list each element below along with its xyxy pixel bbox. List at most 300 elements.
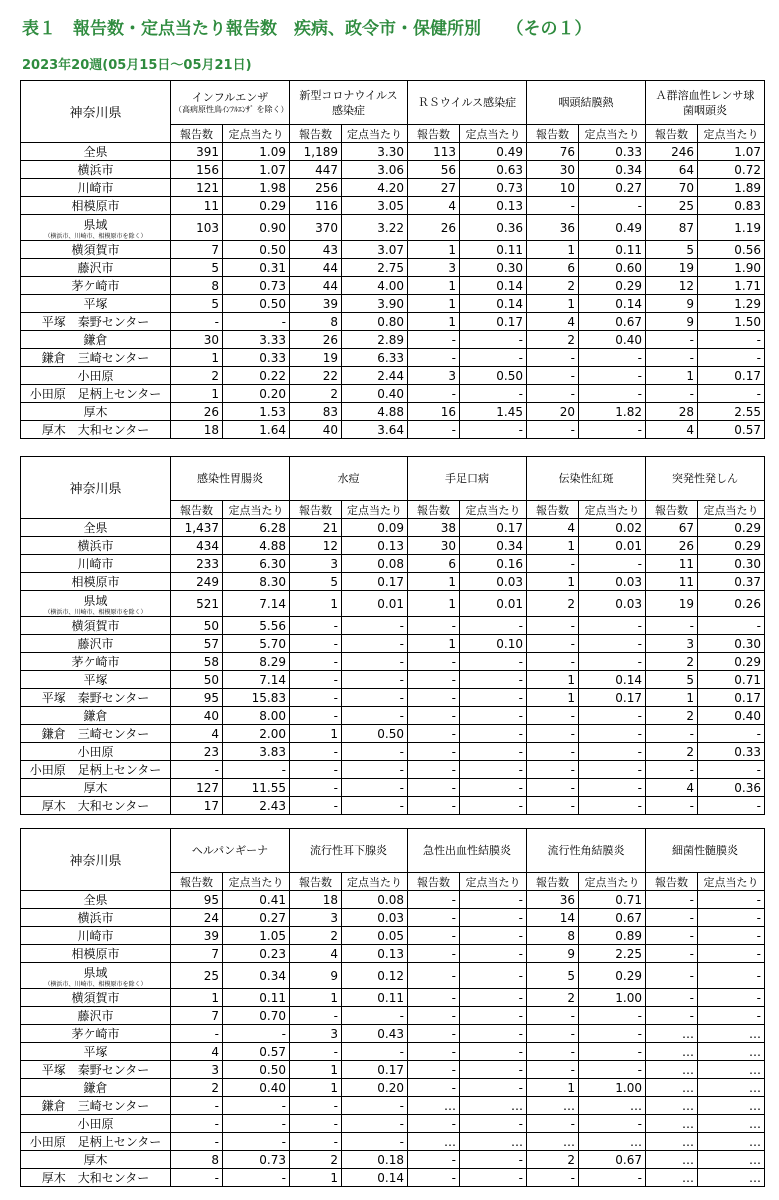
disease-name: ヘルパンギーナ (191, 844, 269, 857)
count-cell: - (408, 707, 460, 725)
count-cell: 8 (290, 313, 342, 331)
per-point-cell: 5.56 (223, 617, 290, 635)
region-name (21, 215, 171, 241)
count-cell: 70 (646, 179, 698, 197)
count-cell: - (408, 743, 460, 761)
per-point-cell: 4.00 (342, 277, 408, 295)
per-point-cell: 0.73 (460, 179, 527, 197)
count-cell: 1 (408, 241, 460, 259)
count-cell: 2 (527, 277, 579, 295)
count-cell: - (527, 421, 579, 439)
region-label: 鎌倉 (83, 709, 108, 723)
count-cell: - (527, 761, 579, 779)
count-cell: 1 (408, 313, 460, 331)
per-point-cell: - (698, 725, 765, 743)
per-point-cell: 0.72 (698, 161, 765, 179)
per-point-cell: 3.90 (342, 295, 408, 313)
region-name (21, 671, 171, 689)
col-header-per-point: 定点当たり (579, 873, 646, 891)
disease-header (527, 457, 646, 501)
table-row (21, 1133, 765, 1151)
per-point-cell: 0.08 (342, 891, 408, 909)
per-point-cell: - (698, 349, 765, 367)
count-cell: 76 (527, 143, 579, 161)
count-cell: 64 (646, 161, 698, 179)
region-name (21, 779, 171, 797)
table-row (21, 963, 765, 989)
table-row (21, 761, 765, 779)
region-label: 全県 (83, 893, 108, 907)
per-point-cell: 0.17 (698, 689, 765, 707)
count-cell: 16 (408, 403, 460, 421)
count-cell: - (527, 1025, 579, 1043)
count-cell: - (646, 349, 698, 367)
count-cell: - (646, 331, 698, 349)
per-point-cell: 0.43 (342, 1025, 408, 1043)
count-cell: 8 (171, 1151, 223, 1169)
per-point-cell: - (698, 1007, 765, 1025)
count-cell: 1,437 (171, 519, 223, 537)
table-row (21, 689, 765, 707)
per-point-cell: 0.31 (223, 259, 290, 277)
per-point-cell: - (342, 707, 408, 725)
table-row (21, 671, 765, 689)
per-point-cell: … (460, 1133, 527, 1151)
count-cell: 2 (527, 591, 579, 617)
region-label: 小田原 (77, 745, 114, 759)
table-row (21, 555, 765, 573)
per-point-cell: 0.29 (698, 537, 765, 555)
per-point-cell: 0.27 (579, 179, 646, 197)
per-point-cell: 0.08 (342, 555, 408, 573)
region-note: （横浜市、川崎市、相模原市を除く） (44, 232, 147, 240)
region-label: 小田原 足柄上センター (29, 387, 162, 401)
prefecture-header: 神奈川県 (21, 81, 171, 143)
count-cell: 121 (171, 179, 223, 197)
count-cell: 2 (527, 989, 579, 1007)
count-cell: 1 (171, 385, 223, 403)
region-name (21, 143, 171, 161)
count-cell: 18 (171, 421, 223, 439)
count-cell: 39 (290, 295, 342, 313)
per-point-cell: - (223, 1169, 290, 1187)
per-point-cell: - (579, 1061, 646, 1079)
count-cell: 3 (408, 367, 460, 385)
per-point-cell: - (460, 779, 527, 797)
per-point-cell: 0.11 (342, 989, 408, 1007)
region-label: 相模原市 (71, 199, 120, 213)
per-point-cell: 1.50 (698, 313, 765, 331)
per-point-cell: 0.01 (460, 591, 527, 617)
table-row (21, 367, 765, 385)
per-point-cell: - (342, 1007, 408, 1025)
per-point-cell: - (223, 1025, 290, 1043)
table-row (21, 989, 765, 1007)
per-point-cell: - (579, 1007, 646, 1025)
count-cell: 1 (290, 591, 342, 617)
per-point-cell: 0.10 (460, 635, 527, 653)
region-name (21, 295, 171, 313)
count-cell: 9 (646, 295, 698, 313)
per-point-cell: - (579, 653, 646, 671)
per-point-cell: 0.36 (460, 215, 527, 241)
count-cell: - (290, 1007, 342, 1025)
col-header-per-point: 定点当たり (223, 873, 290, 891)
region-name (21, 591, 171, 617)
per-point-cell: - (579, 743, 646, 761)
disease-header (171, 457, 290, 501)
per-point-cell: 0.73 (223, 1151, 290, 1169)
per-point-cell: - (698, 331, 765, 349)
count-cell: 370 (290, 215, 342, 241)
disease-header (290, 81, 408, 125)
col-header-per-point: 定点当たり (223, 501, 290, 519)
region-name (21, 743, 171, 761)
count-cell: 57 (171, 635, 223, 653)
per-point-cell: 0.50 (460, 367, 527, 385)
count-cell: 26 (171, 403, 223, 421)
per-point-cell: - (698, 909, 765, 927)
disease-name: 流行性角結膜炎 (547, 844, 625, 857)
per-point-cell: - (698, 797, 765, 815)
per-point-cell: - (342, 743, 408, 761)
count-cell: 83 (290, 403, 342, 421)
count-cell: … (646, 1151, 698, 1169)
col-header-count: 報告数 (171, 501, 223, 519)
col-header-count: 報告数 (646, 125, 698, 143)
per-point-cell: - (460, 707, 527, 725)
per-point-cell: - (223, 1097, 290, 1115)
per-point-cell: - (698, 945, 765, 963)
table-row (21, 635, 765, 653)
per-point-cell: - (698, 927, 765, 945)
per-point-cell: - (223, 1133, 290, 1151)
per-point-cell: 0.14 (460, 277, 527, 295)
count-cell: 36 (527, 891, 579, 909)
count-cell: - (408, 653, 460, 671)
count-cell: - (527, 635, 579, 653)
disease-header (171, 81, 290, 125)
disease-header (171, 829, 290, 873)
disease-name: 突発性発しん (672, 472, 738, 485)
per-point-cell: 0.40 (698, 707, 765, 725)
count-cell: 5 (646, 241, 698, 259)
region-label: 川崎市 (77, 557, 114, 571)
per-point-cell: 1.71 (698, 277, 765, 295)
per-point-cell: - (342, 1133, 408, 1151)
report-week: 2023年20週(05月15日～05月21日) (22, 58, 252, 73)
count-cell: 18 (290, 891, 342, 909)
prefecture-header: 神奈川県 (21, 829, 171, 891)
disease-header (646, 829, 765, 873)
per-point-cell: 0.49 (460, 143, 527, 161)
region-label: 平塚 秦野センター (41, 1063, 150, 1077)
region-label: 県域 (83, 965, 108, 980)
count-cell: 20 (527, 403, 579, 421)
count-cell: 12 (290, 537, 342, 555)
count-cell: 127 (171, 779, 223, 797)
table-row (21, 197, 765, 215)
count-cell: 2 (646, 743, 698, 761)
disease-header (527, 81, 646, 125)
per-point-cell: 1.00 (579, 989, 646, 1007)
count-cell: 26 (290, 331, 342, 349)
per-point-cell: 0.50 (342, 725, 408, 743)
count-cell: 1 (290, 1061, 342, 1079)
count-cell: - (408, 1169, 460, 1187)
col-header-count: 報告数 (408, 873, 460, 891)
per-point-cell: - (698, 617, 765, 635)
per-point-cell: 0.29 (579, 963, 646, 989)
region-name (21, 161, 171, 179)
table-row (21, 349, 765, 367)
count-cell: 3 (408, 259, 460, 277)
table-row (21, 1115, 765, 1133)
per-point-cell: 0.22 (223, 367, 290, 385)
region-name (21, 761, 171, 779)
count-cell: 6 (527, 259, 579, 277)
count-cell: 1 (527, 537, 579, 555)
per-point-cell: 7.14 (223, 591, 290, 617)
per-point-cell: 5.70 (223, 635, 290, 653)
per-point-cell: 0.67 (579, 909, 646, 927)
per-point-cell: … (698, 1133, 765, 1151)
count-cell: - (290, 1097, 342, 1115)
region-name (21, 259, 171, 277)
table-row (21, 725, 765, 743)
count-cell: - (408, 689, 460, 707)
per-point-cell: 1.82 (579, 403, 646, 421)
per-point-cell: 0.13 (460, 197, 527, 215)
region-label: 平塚 (83, 297, 108, 311)
region-label: 横須賀市 (71, 243, 120, 257)
header-row-diseases (21, 457, 765, 501)
count-cell: 44 (290, 277, 342, 295)
per-point-cell: 0.73 (223, 277, 290, 295)
region-name (21, 367, 171, 385)
col-header-per-point: 定点当たり (460, 873, 527, 891)
per-point-cell: 2.55 (698, 403, 765, 421)
per-point-cell: 8.30 (223, 573, 290, 591)
count-cell: - (290, 1115, 342, 1133)
region-name (21, 1169, 171, 1187)
per-point-cell: 0.67 (579, 1151, 646, 1169)
table-row (21, 295, 765, 313)
per-point-cell: 6.30 (223, 555, 290, 573)
col-header-per-point: 定点当たり (698, 501, 765, 519)
per-point-cell: 0.67 (579, 313, 646, 331)
per-point-cell: - (698, 963, 765, 989)
count-cell: 1 (171, 989, 223, 1007)
region-name (21, 197, 171, 215)
table-row (21, 215, 765, 241)
col-header-count: 報告数 (290, 873, 342, 891)
count-cell: 7 (171, 1007, 223, 1025)
region-name (21, 797, 171, 815)
count-cell: 256 (290, 179, 342, 197)
per-point-cell: 0.30 (698, 555, 765, 573)
per-point-cell: 2.75 (342, 259, 408, 277)
count-cell: 4 (171, 725, 223, 743)
count-cell: - (290, 743, 342, 761)
per-point-cell: - (342, 779, 408, 797)
per-point-cell: - (579, 1169, 646, 1187)
region-name (21, 537, 171, 555)
region-name (21, 1007, 171, 1025)
per-point-cell: - (460, 331, 527, 349)
per-point-cell: 0.29 (579, 277, 646, 295)
disease-name: 水痘 (337, 472, 360, 485)
per-point-cell: 6.28 (223, 519, 290, 537)
region-name (21, 403, 171, 421)
table-row (21, 1079, 765, 1097)
per-point-cell: - (342, 1097, 408, 1115)
count-cell: - (408, 797, 460, 815)
per-point-cell: 0.70 (223, 1007, 290, 1025)
col-header-per-point: 定点当たり (698, 873, 765, 891)
count-cell: 1 (290, 725, 342, 743)
region-label: 鎌倉 三崎センター (41, 727, 150, 741)
region-name (21, 689, 171, 707)
count-cell: 19 (646, 259, 698, 277)
per-point-cell: - (342, 761, 408, 779)
count-cell: 5 (527, 963, 579, 989)
count-cell: - (408, 1079, 460, 1097)
count-cell: … (646, 1115, 698, 1133)
count-cell: - (290, 761, 342, 779)
count-cell: 2 (171, 1079, 223, 1097)
per-point-cell: 1.45 (460, 403, 527, 421)
per-point-cell: - (698, 891, 765, 909)
per-point-cell: 0.17 (342, 1061, 408, 1079)
region-label: 全県 (83, 145, 108, 159)
disease-name: 細菌性髄膜炎 (672, 844, 739, 857)
disease-name: 急性出血性結膜炎 (423, 844, 512, 857)
region-label: 平塚 (83, 673, 108, 687)
count-cell: 2 (290, 1151, 342, 1169)
report-table-1 (20, 80, 765, 439)
count-cell: 1 (646, 367, 698, 385)
region-name (21, 945, 171, 963)
region-name (21, 519, 171, 537)
per-point-cell: 4.88 (342, 403, 408, 421)
count-cell: … (408, 1097, 460, 1115)
count-cell: - (527, 197, 579, 215)
count-cell: - (527, 743, 579, 761)
per-point-cell: - (579, 367, 646, 385)
count-cell: 8 (171, 277, 223, 295)
count-cell: - (408, 385, 460, 403)
region-note: （横浜市、川崎市、相模原市を除く） (44, 608, 147, 616)
per-point-cell: 0.71 (579, 891, 646, 909)
per-point-cell: - (460, 797, 527, 815)
influenza-note: （高病原性鳥ｲﾝﾌﾙｴﾝｻﾞ を除く） (174, 105, 289, 114)
count-cell: 8 (527, 927, 579, 945)
per-point-cell: - (460, 927, 527, 945)
table-row (21, 241, 765, 259)
count-cell: - (646, 909, 698, 927)
count-cell: 1 (527, 573, 579, 591)
per-point-cell: 0.50 (223, 295, 290, 313)
per-point-cell: 6.33 (342, 349, 408, 367)
table-row (21, 743, 765, 761)
count-cell: 14 (527, 909, 579, 927)
count-cell: 5 (171, 259, 223, 277)
table-row (21, 945, 765, 963)
table-row (21, 653, 765, 671)
region-label: 茅ケ崎市 (71, 1027, 120, 1041)
count-cell: - (290, 635, 342, 653)
per-point-cell: 0.17 (342, 573, 408, 591)
count-cell: … (646, 1025, 698, 1043)
count-cell: 2 (527, 1151, 579, 1169)
disease-name: 新型コロナウイルス感染症 (299, 88, 398, 117)
count-cell: - (408, 1025, 460, 1043)
count-cell: - (171, 313, 223, 331)
count-cell: - (646, 945, 698, 963)
per-point-cell: 0.02 (579, 519, 646, 537)
per-point-cell: - (460, 689, 527, 707)
per-point-cell: - (460, 743, 527, 761)
region-label: 茅ケ崎市 (71, 279, 120, 293)
per-point-cell: - (579, 635, 646, 653)
per-point-cell: 0.60 (579, 259, 646, 277)
count-cell: - (290, 779, 342, 797)
count-cell: 2 (290, 927, 342, 945)
count-cell: - (171, 761, 223, 779)
col-header-count: 報告数 (171, 873, 223, 891)
count-cell: - (290, 653, 342, 671)
per-point-cell: 11.55 (223, 779, 290, 797)
count-cell: … (646, 1133, 698, 1151)
disease-header (646, 81, 765, 125)
count-cell: 447 (290, 161, 342, 179)
per-point-cell: - (223, 313, 290, 331)
count-cell: … (646, 1079, 698, 1097)
per-point-cell: 3.33 (223, 331, 290, 349)
count-cell: - (408, 725, 460, 743)
count-cell: 12 (646, 277, 698, 295)
disease-name: 手足口病 (445, 472, 489, 485)
per-point-cell: 0.05 (342, 927, 408, 945)
table-row (21, 1097, 765, 1115)
count-cell: 3 (171, 1061, 223, 1079)
count-cell: - (527, 617, 579, 635)
per-point-cell: 0.30 (698, 635, 765, 653)
per-point-cell: - (579, 1025, 646, 1043)
region-name (21, 707, 171, 725)
region-name (21, 927, 171, 945)
disease-name: 感染性胃腸炎 (197, 472, 263, 485)
page-title: 表１ 報告数・定点当たり報告数 疾病、政令市・保健所別 （その１） (22, 19, 592, 39)
count-cell: 1 (527, 295, 579, 313)
count-cell: - (408, 349, 460, 367)
per-point-cell: 0.29 (223, 197, 290, 215)
per-point-cell: 0.14 (342, 1169, 408, 1187)
per-point-cell: 0.14 (460, 295, 527, 313)
per-point-cell: - (342, 1115, 408, 1133)
per-point-cell: 0.14 (579, 671, 646, 689)
per-point-cell: - (460, 945, 527, 963)
table-row (21, 1061, 765, 1079)
per-point-cell: 3.22 (342, 215, 408, 241)
report-table-2 (20, 456, 765, 815)
per-point-cell: - (460, 963, 527, 989)
region-label: 鎌倉 (83, 1081, 108, 1095)
count-cell: 1 (408, 573, 460, 591)
region-name (21, 653, 171, 671)
per-point-cell: 0.03 (460, 573, 527, 591)
